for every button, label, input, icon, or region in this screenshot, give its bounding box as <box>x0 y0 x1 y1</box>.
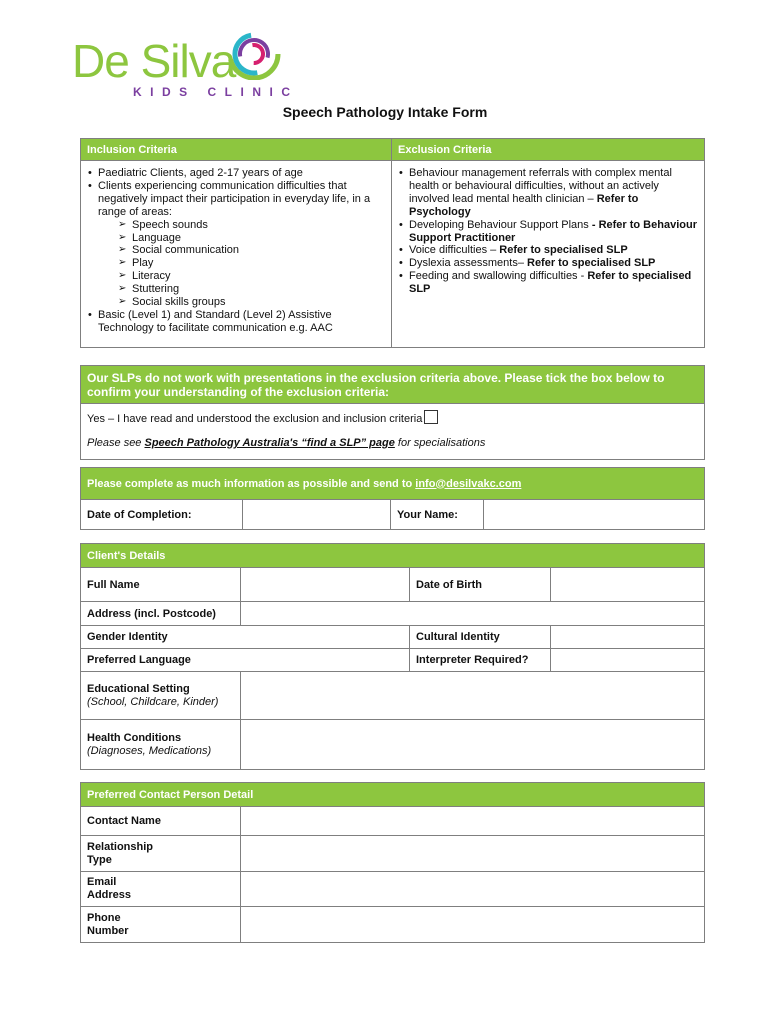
logo-swirl-icon <box>220 18 290 80</box>
page-title: Speech Pathology Intake Form <box>282 104 488 120</box>
full-name-field[interactable] <box>241 568 410 602</box>
client-table <box>80 543 705 770</box>
phone-number-label: Phone Number <box>81 907 241 943</box>
interpreter-label: Interpreter Required? <box>410 649 551 672</box>
full-name-label: Full Name <box>81 568 241 602</box>
relationship-type-field[interactable] <box>241 836 705 872</box>
inclusion-item: • Basic (Level 1) and Standard (Level 2) Assistive Technology to facilitate communication e.g. AAC <box>87 309 385 335</box>
criteria-table <box>80 138 705 348</box>
date-of-completion-field[interactable] <box>243 500 391 530</box>
inclusion-subitem: ➢ Social skills groups <box>118 296 385 309</box>
cultural-identity-field[interactable] <box>551 626 705 649</box>
client-header: Client's Details <box>81 544 705 568</box>
confirm-cell <box>81 404 705 460</box>
address-field[interactable] <box>241 602 705 626</box>
exclusion-item: • Voice difficulties – Refer to specialised SLP <box>398 244 698 257</box>
date-of-completion-label: Date of Completion: <box>81 500 243 530</box>
inclusion-subitem: ➢ Literacy <box>118 270 385 283</box>
inclusion-subitem: ➢ Stuttering <box>118 283 385 296</box>
inclusion-item: • Clients experiencing communication difficulties that negatively impact their participation in everyday life, in a range of areas: ➢ Speech sounds ➢ Language ➢ Social communication ➢ Play ➢ Literacy ➢ Stuttering ➢ Social skills groups <box>87 180 385 309</box>
phone-number-field[interactable] <box>241 907 705 943</box>
inclusion-subitem: ➢ Social communication <box>118 244 385 257</box>
confirm-checkbox[interactable] <box>424 410 438 424</box>
contact-name-field[interactable] <box>241 807 705 836</box>
inclusion-subitem: ➢ Speech sounds <box>118 219 385 232</box>
inclusion-item: • Paediatric Clients, aged 2-17 years of age <box>87 167 385 180</box>
contact-header: Preferred Contact Person Detail <box>81 783 705 807</box>
inclusion-subitem: ➢ Language <box>118 232 385 245</box>
email-address-field[interactable] <box>241 872 705 907</box>
confirm-checkbox-row[interactable] <box>87 410 698 426</box>
logo-text: De Silva <box>72 35 236 87</box>
send-instruction: Please complete as much information as possible and send to info@desilvakc.com <box>81 468 705 500</box>
exclusion-notice: Our SLPs do not work with presentations in the exclusion criteria above. Please tick the box below to confirm your understanding of the exclusion criteria: <box>81 366 705 404</box>
confirm-label: Yes – I have read and understood the exclusion and inclusion criteria <box>87 413 423 425</box>
exclusion-cell <box>392 161 705 348</box>
health-conditions-field[interactable] <box>241 720 705 770</box>
preferred-language-label: Preferred Language <box>81 649 410 672</box>
send-table <box>80 467 705 530</box>
relationship-type-label: Relationship Type <box>81 836 241 872</box>
dob-field[interactable] <box>551 568 705 602</box>
cultural-identity-label: Cultural Identity <box>410 626 551 649</box>
exclusion-item: • Behaviour management referrals with complex mental health or behavioural difficulties, without an actively involved lead mental health clinician – Refer to Psychology <box>398 167 698 219</box>
confirm-table <box>80 365 705 460</box>
email-link[interactable]: info@desilvakc.com <box>415 477 522 490</box>
inclusion-subitem: ➢ Play <box>118 257 385 270</box>
contact-table <box>80 782 705 943</box>
your-name-label: Your Name: <box>391 500 484 530</box>
inclusion-cell <box>81 161 392 348</box>
see-note: Please see Speech Pathology Australia's “find a SLP” page for specialisations <box>87 437 486 449</box>
educational-setting-field[interactable] <box>241 672 705 720</box>
gender-identity-label: Gender Identity <box>81 626 410 649</box>
address-label: Address (incl. Postcode) <box>81 602 241 626</box>
exclusion-item: • Dyslexia assessments– Refer to specialised SLP <box>398 257 698 270</box>
your-name-field[interactable] <box>484 500 705 530</box>
logo-subtitle: KIDS CLINIC <box>133 85 299 99</box>
exclusion-item: • Developing Behaviour Support Plans - Refer to Behaviour Support Practitioner <box>398 219 698 245</box>
health-conditions-label: Health Conditions (Diagnoses, Medications) <box>81 720 241 770</box>
email-address-label: Email Address <box>81 872 241 907</box>
exclusion-header: Exclusion Criteria <box>392 139 705 161</box>
exclusion-item: • Feeding and swallowing difficulties - Refer to specialised SLP <box>398 270 698 296</box>
interpreter-field[interactable] <box>551 649 705 672</box>
inclusion-header: Inclusion Criteria <box>81 139 392 161</box>
find-slp-link[interactable]: Speech Pathology Australia's “find a SLP” page <box>144 437 395 449</box>
dob-label: Date of Birth <box>410 568 551 602</box>
educational-setting-label: Educational Setting (School, Childcare, Kinder) <box>81 672 241 720</box>
contact-name-label: Contact Name <box>81 807 241 836</box>
